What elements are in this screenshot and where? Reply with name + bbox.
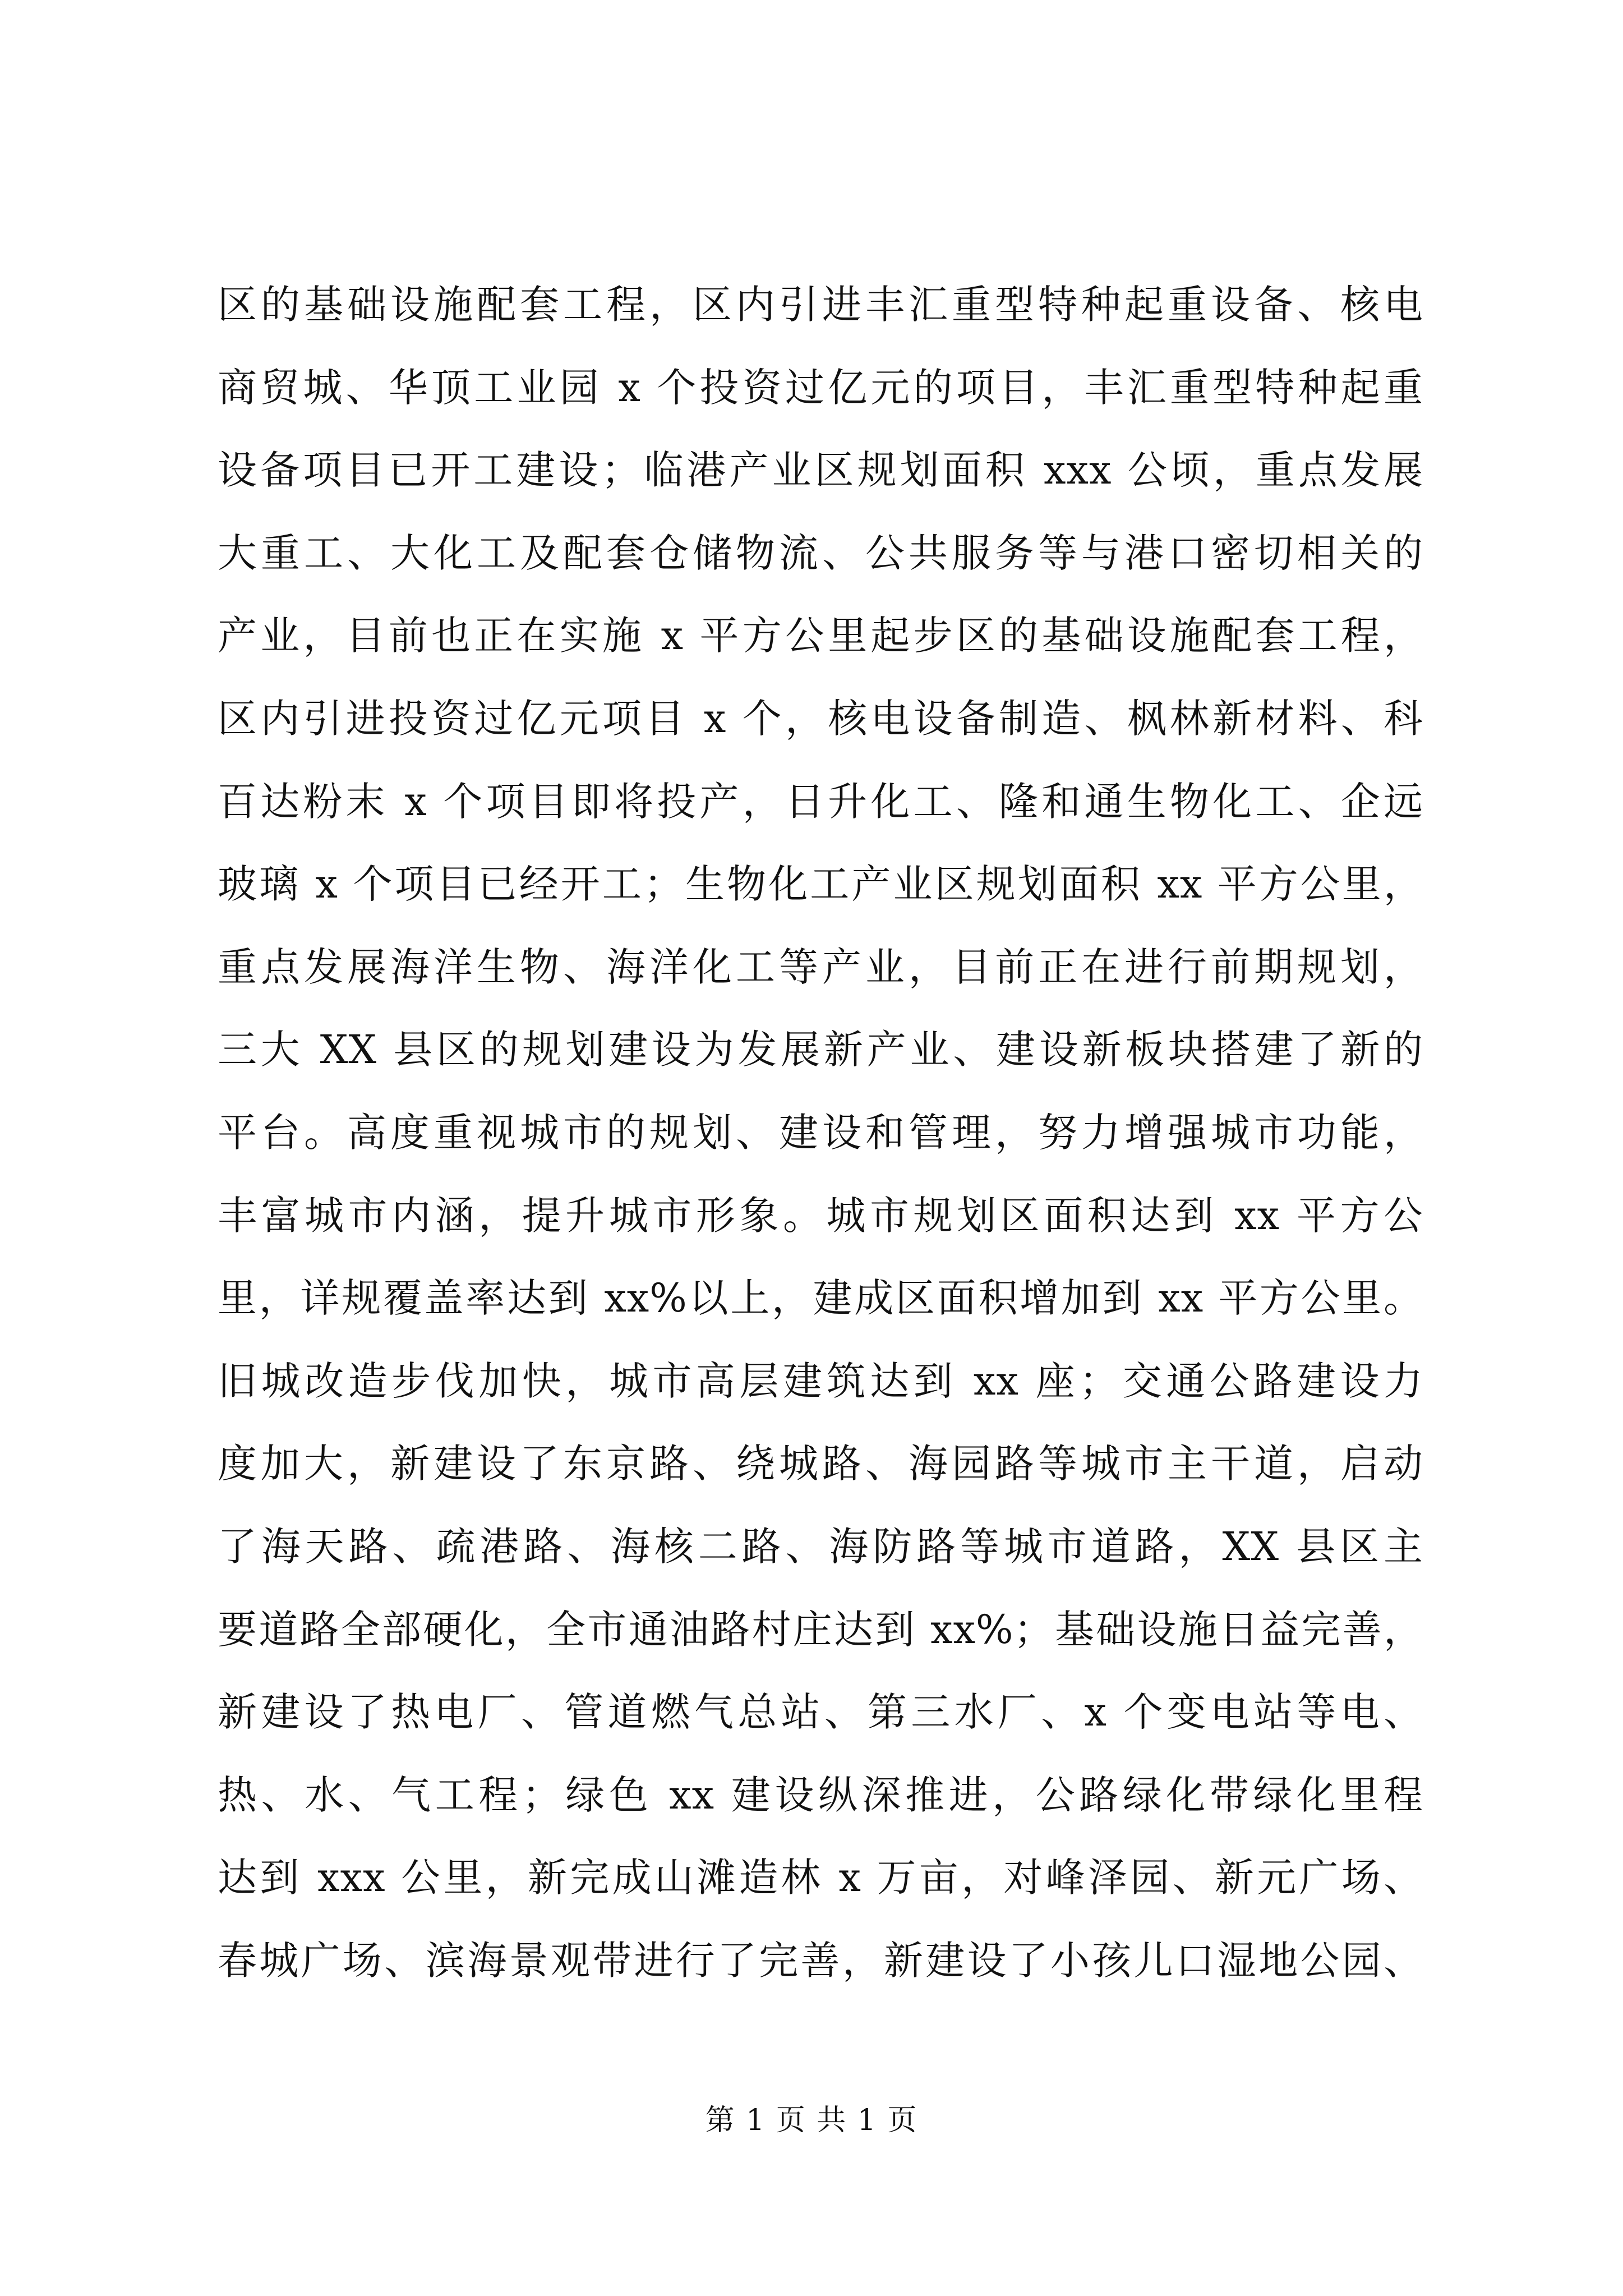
text-line: 三大 XX 县区的规划建设为发展新产业、建设新板块搭建了新的 (218, 1027, 1423, 1073)
text-line: 丰富城市内涵，提升城市形象。城市规划区面积达到 xx 平方公 (218, 1192, 1423, 1239)
text-line: 产业，目前也正在实施 x 平方公里起步区的基础设施配套工程， (218, 613, 1423, 659)
text-line: 百达粉末 x 个项目即将投产，日升化工、隆和通生物化工、企远 (218, 778, 1423, 825)
page-footer: 第 1 页 共 1 页 (705, 2104, 918, 2137)
text-line: 里，详规覆盖率达到 xx%以上，建成区面积增加到 xx 平方公里。 (218, 1275, 1423, 1322)
text-line: 达到 xxx 公里，新完成山滩造林 x 万亩，对峰泽园、新元广场、 (218, 1855, 1423, 1901)
text-line: 热、水、气工程；绿色 xx 建设纵深推进，公路绿化带绿化里程 (218, 1772, 1423, 1818)
text-line: 平台。高度重视城市的规划、建设和管理，努力增强城市功能， (218, 1109, 1423, 1156)
text-line: 旧城改造步伐加快，城市高层建筑达到 xx 座；交通公路建设力 (218, 1358, 1423, 1404)
text-line: 新建设了热电厂、管道燃气总站、第三水厂、x 个变电站等电、 (218, 1689, 1423, 1736)
text-line: 了海天路、疏港路、海核二路、海防路等城市道路，XX 县区主 (218, 1523, 1423, 1570)
body-paragraph (218, 264, 1423, 2002)
text-line: 要道路全部硬化，全市通油路村庄达到 xx%；基础设施日益完善， (218, 1606, 1423, 1653)
text-line: 重点发展海洋生物、海洋化工等产业，目前正在进行前期规划， (218, 944, 1423, 990)
text-line: 商贸城、华顶工业园 x 个投资过亿元的项目，丰汇重型特种起重 (218, 364, 1423, 411)
text-line: 设备项目已开工建设；临港产业区规划面积 xxx 公顷，重点发展 (218, 447, 1423, 494)
text-line: 度加大，新建设了东京路、绕城路、海园路等城市主干道，启动 (218, 1441, 1423, 1487)
text-line: 区内引进投资过亿元项目 x 个，核电设备制造、枫林新材料、科 (218, 695, 1423, 742)
text-line: 区的基础设施配套工程，区内引进丰汇重型特种起重设备、核电 (218, 282, 1423, 328)
text-line: 大重工、大化工及配套仓储物流、公共服务等与港口密切相关的 (218, 530, 1423, 576)
text-line: 玻璃 x 个项目已经开工；生物化工产业区规划面积 xx 平方公里， (218, 861, 1423, 908)
text-line: 春城广场、滨海景观带进行了完善，新建设了小孩儿口湿地公园、 (218, 1937, 1423, 1984)
